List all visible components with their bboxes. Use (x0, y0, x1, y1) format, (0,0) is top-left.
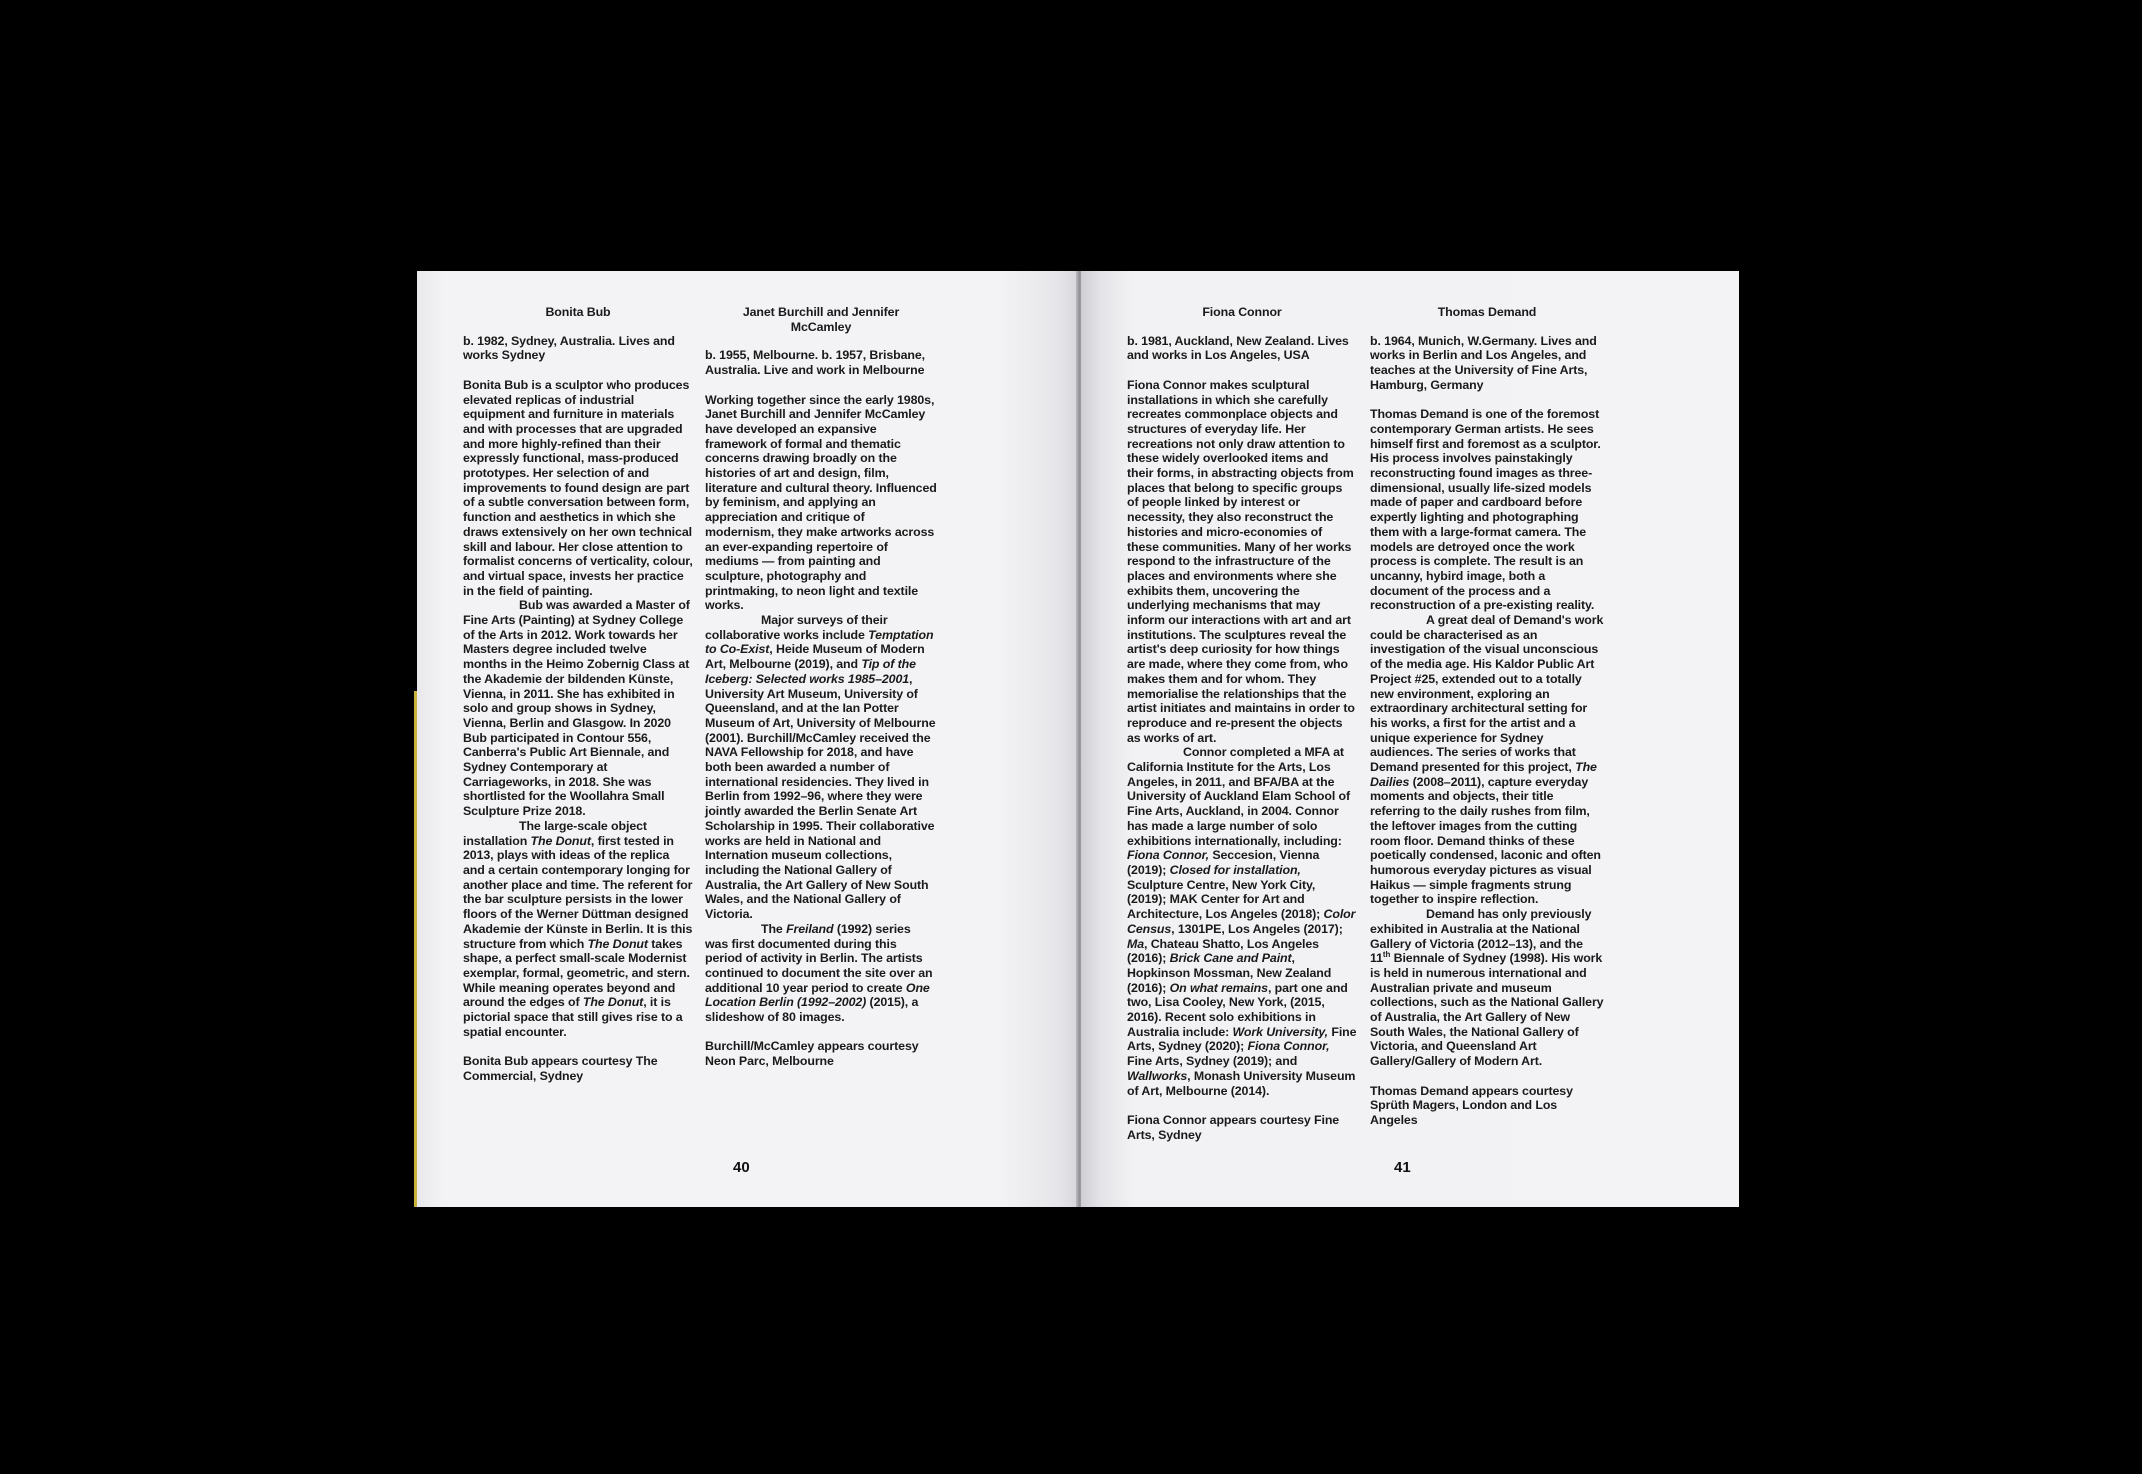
artist-bio: b. 1982, Sydney, Australia. Lives and works Sydney (463, 333, 675, 363)
page-number: 40 (733, 1159, 750, 1176)
artist-column-bonita-bub (463, 271, 693, 1084)
artist-name: Janet Burchill and Jennifer McCamley (742, 305, 900, 334)
left-page (417, 271, 1078, 1207)
artist-paragraph: Fiona Connor makes sculptural installations in which she carefully recreates commonplace objects and structures of everyday life. Her recreations not only draw attention to these widely overlooked items and their forms, in abstracting objects from places that belong to specific groups of people linked by interest or necessity, they also reconstruct the histories and micro-economies of these communities. Many of her works respond to the infrastructure of the places and environments where she exhibits them, uncovering the underlying mechanisms that may inform our interactions with art and art institutions. The sculptures reveal the artist's deep curiosity for how things are made, where they come from, who makes them and for whom. They memorialise the relationships that the artist initiates and maintains in order to reproduce and re-present the objects as works of art. (1127, 377, 1355, 745)
artist-column-thomas-demand (1370, 271, 1604, 1128)
page-number: 41 (1394, 1159, 1411, 1176)
artist-paragraph: Bub was awarded a Master of Fine Arts (Painting) at Sydney College of the Arts in 2012. Work towards her Masters degree included twelve months in the Heimo Zobernig Class at the Akademie der bildenden Künste, Vienna, in 2011. She has exhibited in solo and group shows in Sydney, Vienna, Berlin and Glasgow. In 2020 Bub participated in Contour 556, Canberra's Public Art Biennale, and Sydney Contemporary at Carriageworks, in 2018. She was shortlisted for the Woollahra Small Sculpture Prize 2018. (463, 598, 690, 819)
artist-column-fiona-connor (1127, 271, 1357, 1142)
artist-credit: Thomas Demand appears courtesy Sprüth Magers, London and Los Angeles (1370, 1083, 1573, 1127)
artist-paragraph: Major surveys of their collaborative works include Temptation to Co-Exist, Heide Museum of Modern Art, Melbourne (2019), and Tip of the Iceberg: Selected works 1985–2001, University Art Museum, University of Queensland, and at the Ian Potter Museum of Art, University of Melbourne (2001). Burchill/McCamley received the NAVA Fellowship for 2018, and have both been awarded a number of international residencies. They lived in Berlin from 1992–96, where they were jointly awarded the Berlin Senate Art Scholarship in 1995. Their collaborative works are held in National and Internation museum collections, including the National Gallery of Australia, the Art Gallery of New South Wales, and the National Gallery of Victoria. (705, 613, 936, 922)
artist-name: Thomas Demand (1437, 305, 1537, 319)
artist-paragraph: Connor completed a MFA at California Institute for the Arts, Los Angeles, in 2011, and BFA/BA at the University of Auckland Elam School of Fine Arts, Auckland, in 2004. Connor has made a large number of solo exhibitions internationally, including: Fiona Connor, Seccesion, Vienna (2019); Closed for installation, Sculpture Centre, New York City, (2019); MAK Center for Art and Architecture, Los Angeles (2018); Color Census, 1301PE, Los Angeles (2017); Ma, Chateau Shatto, Los Angeles (2016); Brick Cane and Paint, Hopkinson Mossman, New Zealand (2016); On what remains, part one and two, Lisa Cooley, New York, (2015, 2016). Recent solo exhibitions in Australia include: Work University, Fine Arts, Sydney (2020); Fiona Connor, Fine Arts, Sydney (2019); and Wallworks, Monash University Museum of Art, Melbourne (2014). (1127, 745, 1357, 1098)
artist-paragraph: A great deal of Demand's work could be characterised as an investigation of the visual unconscious of the media age. His Kaldor Public Art Project #25, extended out to a totally new environment, exploring an extraordinary architectural setting for his works, a first for the artist and a unique experience for Sydney audiences. The series of works that Demand presented for this project, The Dailies (2008–2011), capture everyday moments and objects, their title referring to the daily rushes from film, the leftover images from the cutting room floor. Demand thinks of these poetically condensed, laconic and often humorous everyday pictures as visual Haikus — simple fragments strung together to inspire reflection. (1370, 613, 1604, 907)
artist-paragraph: The large-scale object installation The Donut, first tested in 2013, plays with ideas of the replica and a certain contemporary longing for another place and time. The referent for the bar sculpture persists in the lower floors of the Werner Düttman designed Akademie der Künste in Berlin. It is this structure from which The Donut takes shape, a perfect small-scale Modernist exemplar, formal, geometric, and stern. While meaning operates beyond and around the edges of The Donut, it is pictorial space that still gives rise to a spatial encounter. (463, 818, 693, 1039)
artist-column-burchill-mccamley (705, 271, 937, 1069)
artist-paragraph: Working together since the early 1980s, Janet Burchill and Jennifer McCamley have developed an expansive framework of formal and thematic concerns drawing broadly on the histories of art and design, film, literature and cultural theory. Influenced by feminism, and applying an appreciation and critique of modernism, they make artworks across an ever-expanding repertoire of mediums — from painting and sculpture, photography and printmaking, to neon light and textile works. (705, 392, 937, 613)
artist-paragraph: Demand has only previously exhibited in Australia at the National Gallery of Victoria (2012–13), and the 11th Biennale of Sydney (1998). His work is held in numerous international and Australian private and museum collections, such as the National Gallery of Australia, the Art Gallery of New South Wales, the National Gallery of Victoria, and Queensland Art Gallery/Gallery of Modern Art. (1370, 907, 1604, 1069)
artist-credit: Fiona Connor appears courtesy Fine Arts, Sydney (1127, 1112, 1340, 1142)
artist-paragraph: Bonita Bub is a sculptor who produces elevated replicas of industrial equipment and furniture in materials and with processes that are upgraded and more highly-refined than their expressly functional, mass-produced prototypes. Her selection of and improvements to found design are part of a subtle conversation between form, function and aesthetics in which she draws extensively on her own technical skill and labour. Her close attention to formalist concerns of verticality, colour, and virtual space, invests her practice in the field of painting. (463, 377, 693, 598)
artist-name: Fiona Connor (1202, 305, 1282, 319)
artist-credit: Burchill/McCamley appears courtesy Neon Parc, Melbourne (705, 1039, 919, 1069)
artist-bio: b. 1964, Munich, W.Germany. Lives and works in Berlin and Los Angeles, and teaches at the University of Fine Arts, Hamburg, Germany (1370, 333, 1597, 392)
artist-credit: Bonita Bub appears courtesy The Commercial, Sydney (463, 1054, 658, 1083)
artist-name: Bonita Bub (545, 305, 611, 319)
book-spread (417, 271, 1739, 1207)
artist-bio: b. 1981, Auckland, New Zealand. Lives and works in Los Angeles, USA (1127, 333, 1349, 363)
artist-bio: b. 1955, Melbourne. b. 1957, Brisbane, Australia. Live and work in Melbourne (705, 348, 926, 378)
artist-paragraph: The Freiland (1992) series was first documented during this period of activity in Berlin. The artists continued to document the site over an additional 10 year period to create One Location Berlin (1992–2002) (2015), a slideshow of 80 images. (705, 921, 933, 1025)
right-page (1081, 271, 1739, 1207)
artist-paragraph: Thomas Demand is one of the foremost contemporary German artists. He sees himself first and foremost as a sculptor. His process involves painstakingly reconstructing found images as three-dimensional, usually life-sized models made of paper and cardboard before expertly lighting and photographing them with a large-format camera. The models are detroyed once the work process is complete. The result is an uncanny, hybird image, both a document of the process and a reconstruction of a pre-existing reality. (1370, 407, 1601, 613)
